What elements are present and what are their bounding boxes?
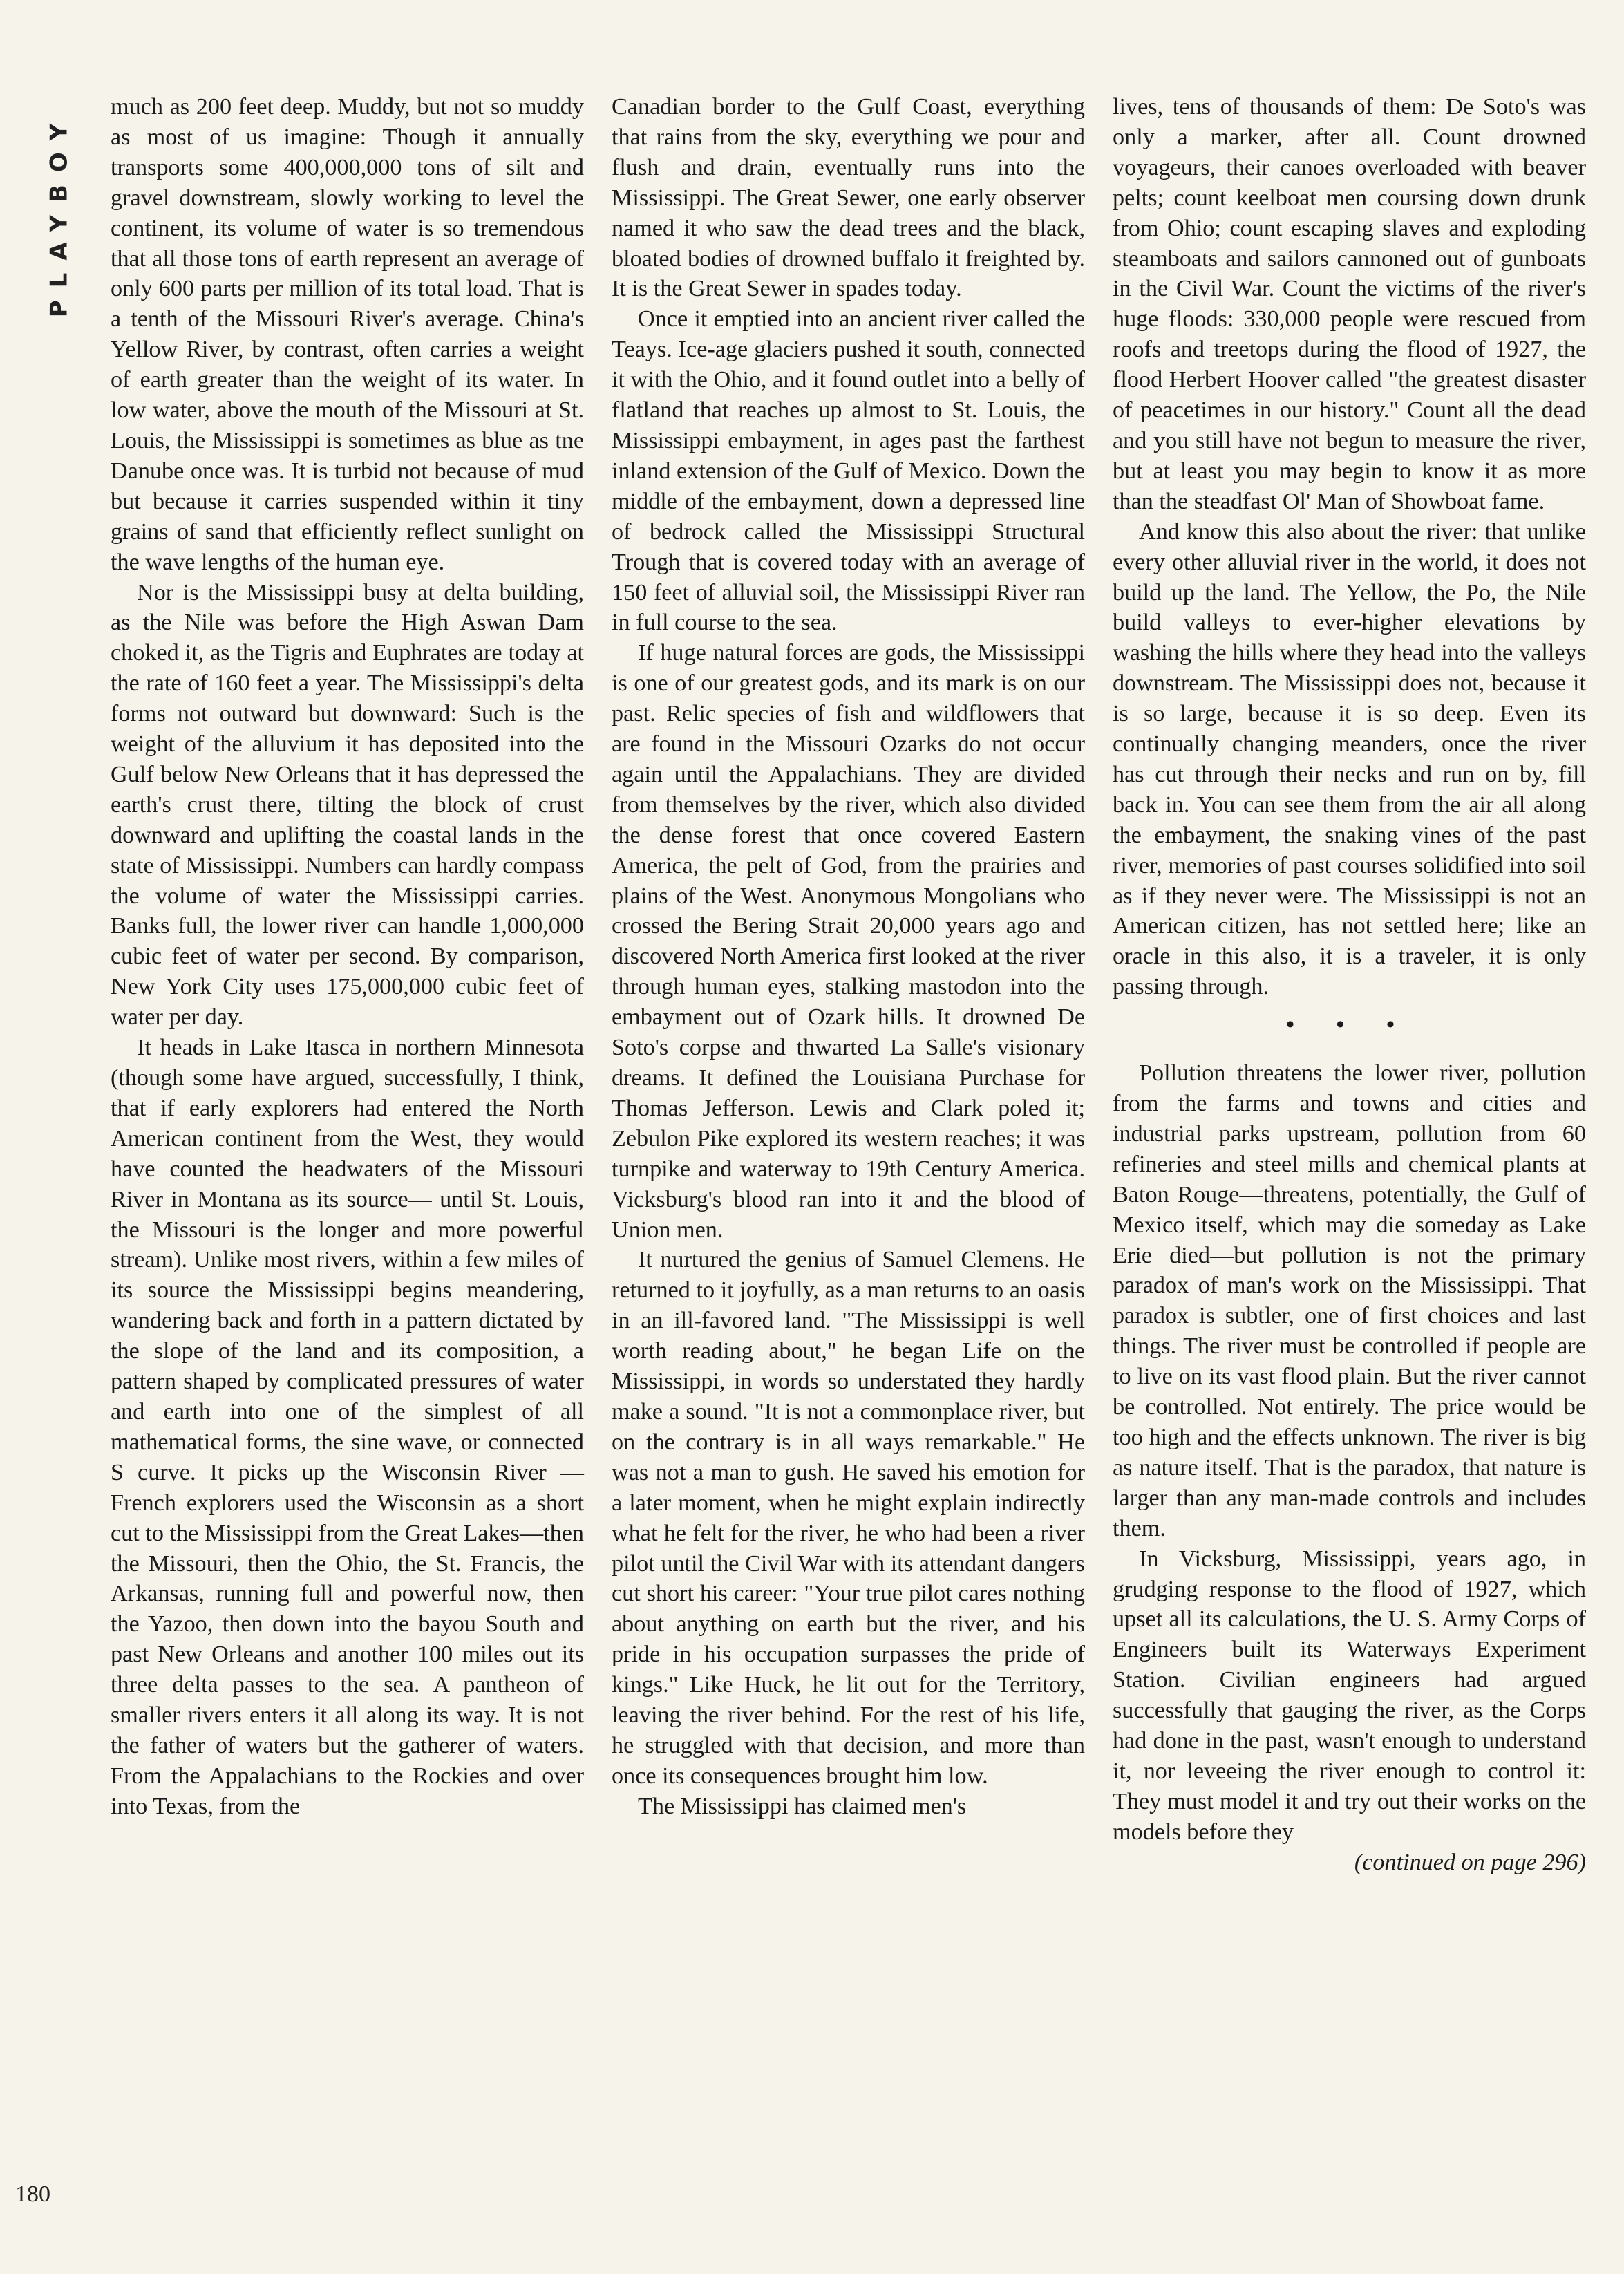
paragraph: If huge natural forces are gods, the Mississippi is one of our greatest gods, and its mark is on our past. Relic species of fish and wildflowers that are found in the Missouri Ozarks do not occur again until the Appalachians. They are divided from themselves by the river, which also divided the dense forest that once covered Eastern America, the pelt of God, from the prairies and plains of the West. Anonymous Mongolians who crossed the Bering Strait 20,000 years ago and discovered North America first looked at the river through human eyes, stalking mastodon into the embayment out of Ozark hills. It drowned De Soto's corpse and thwarted La Salle's visionary dreams. It defined the Louisiana Purchase for Thomas Jefferson. Lewis and Clark poled it; Zebulon Pike explored its western reaches; it was turnpike and waterway to 19th Century America. Vicksburg's blood ran into it and the blood of Union men. xyxy=(612,640,1085,1243)
paragraph: Once it emptied into an ancient river called the Teays. Ice-age glaciers pushed it south, connected it with the Ohio, and it found outlet into a belly of flatland that reaches up almost to St. Louis, the Mississippi embayment, in ages past the farthest inland extension of the Gulf of Mexico. Down the middle of the embayment, down a depressed line of bedrock called the Mississippi Structural Trough that is covered today with an average of 150 feet of alluvial soil, the Mississippi River ran in full course to the sea. xyxy=(612,306,1085,636)
paragraph: It heads in Lake Itasca in northern Minnesota (though some have argued, successfully, I think, that if early explorers had entered the North American continent from the West, they would have counted the headwaters of the Missouri River in Montana as its source— until St. Louis, the Missouri is the longer and more powerful stream). Unlike most rivers, within a few miles of its source the Mississippi begins meandering, wandering back and forth in a pattern dictated by the slope of the land and its composition, a pattern shaped by complicated pressures of water and earth into one of the simplest of all mathematical forms, the sine wave, or connected S curve. It picks up the Wisconsin River —French explorers used the Wisconsin as a short cut to the Mississippi from the Great Lakes—then the Missouri, then the Ohio, the St. Francis, the Arkansas, running full and powerful now, then the Yazoo, then down into the bayou South and past New Orleans and another 100 miles out its three delta passes to the sea. A pantheon of smaller rivers enters it all along its way. It is not the father of waters but the gatherer of waters. From the Appalachians to the Rockies and over into Texas, from the xyxy=(111,1035,584,1819)
paragraph: And know this also about the river: that unlike every other alluvial river in the world, it does not build up the land. The Yellow, the Po, the Nile build valleys to ever-higher elevations by washing the hills where they head into the valleys downstream. The Mississippi does not, because it is so large, because it is so deep. Even its continually changing meanders, once the river has cut through their necks and run on by, fill back in. You can see them from the air all along the embayment, the snaking vines of the past river, memories of past courses solidified into soil as if they never were. The Mississippi is not an American citizen, has not settled here; like an oracle in this also, it is a traveler, it is only passing through. xyxy=(1113,518,1586,1000)
paragraph: The Mississippi has claimed men's xyxy=(638,1793,967,1819)
magazine-name: PLAYBOY xyxy=(45,111,73,318)
paragraph: Canadian border to the Gulf Coast, everything that rains from the sky, everything we pour and flush and drain, eventually runs into the Mississippi. The Great Sewer, one early observer named it who saw the dead trees and the black, bloated bodies of drowned buffalo it freighted by. It is the Great Sewer in spades today. xyxy=(612,94,1085,302)
paragraph: Pollution threatens the lower river, pollution from the farms and towns and cities and industrial parks upstream, pollution from 60 refineries and steel mills and chemical plants at Baton Rouge—threatens, potentially, the Gulf of Mexico itself, which may die someday as Lake Erie died—but pollution is not the primary paradox of man's work on the Mississippi. That paradox is subtler, one of first choices and last things. The river must be controlled if people are to live on its vast flood plain. But the river cannot be controlled. Not entirely. The price would be too high and the effects unknown. The river is big as nature itself. That is the paradox, that nature is larger than any man-made controls and includes them. xyxy=(1113,1060,1586,1541)
paragraph: It nurtured the genius of Samuel Clemens. He returned to it joyfully, as a man returns to an oasis in an ill-favored land. "The Mississippi is well worth reading about," he began Life on the Mississippi, in words so understated they hardly make a sound. "It is not a commonplace river, but on the contrary is in all ways remarkable." He was not a man to gush. He saved his emotion for a later moment, when he might explain indirectly what he felt for the river, he who had been a river pilot until the Civil War with its attendant dangers cut short his career: "Your true pilot cares nothing about anything on earth but the river, and his pride in his occupation surpasses the pride of kings." Like Huck, he lit out for the Territory, leaving the river behind. For the rest of his life, he struggled with that decision, and more than once its consequences brought him low. xyxy=(612,1247,1085,1789)
paragraph: much as 200 feet deep. Muddy, but not so muddy as most of us imagine: Though it annually transports some 400,000,000 tons of silt and gravel downstream, slowly working to level the continent, its volume of water is so tremendous that all those tons of earth represent an average of only 600 parts per million of its total load. That is a tenth of the Missouri River's average. China's Yellow River, by contrast, often carries a weight of earth greater than the weight of its water. In low water, above the mouth of the Missouri at St. Louis, the Mississippi is sometimes as blue as tne Danube once was. It is turbid not because of mud but because it carries suspended within it tiny grains of sand that efficiently reflect sunlight on the wave lengths of the human eye. xyxy=(111,94,584,575)
article-column-1 xyxy=(111,92,584,1822)
article-column-3 xyxy=(1113,92,1586,1878)
page-number: 180 xyxy=(15,2181,50,2207)
playboy-sidebar-logo xyxy=(38,97,79,332)
section-break: • • • xyxy=(1285,1012,1413,1038)
article-column-2 xyxy=(612,92,1085,1822)
paragraph: Nor is the Mississippi busy at delta building, as the Nile was before the High Aswan Dam choked it, as the Tigris and Euphrates are today at the rate of 160 feet a year. The Mississippi's delta forms not outward but downward: Such is the weight of the alluvium it has deposited into the Gulf below New Orleans that it has depressed the earth's crust there, tilting the block of crust downward and uplifting the coastal lands in the state of Mississippi. Numbers can hardly compass the volume of water the Mississippi carries. Banks full, the lower river can handle 1,000,000 cubic feet of water per second. By comparison, New York City uses 175,000,000 cubic feet of water per day. xyxy=(111,579,584,1031)
continued-note: (continued on page 296) xyxy=(1354,1849,1586,1875)
paragraph: lives, tens of thousands of them: De Soto's was only a marker, after all. Count drowned voyageurs, their canoes overloaded with beaver pelts; count keelboat men coursing down drunk from Ohio; count escaping slaves and exploding steamboats and sailors cannoned out of gunboats in the Civil War. Count the victims of the river's huge floods: 330,000 people were rescued from roofs and treetops during the flood of 1927, the flood Herbert Hoover called "the greatest disaster of peacetimes in our history." Count all the dead and you still have not begun to measure the river, but at least you may begin to know it as more than the steadfast Ol' Man of Showboat fame. xyxy=(1113,94,1586,514)
paragraph: In Vicksburg, Mississippi, years ago, in grudging response to the flood of 1927, which upset all its calculations, the U. S. Army Corps of Engineers built its Waterways Experiment Station. Civilian engineers had argued successfully that gauging the river, as the Corps had done in the past, wasn't enough to understand it, nor leveeing the river enough to control it: They must model it and try out their works on the models before they xyxy=(1113,1545,1586,1845)
